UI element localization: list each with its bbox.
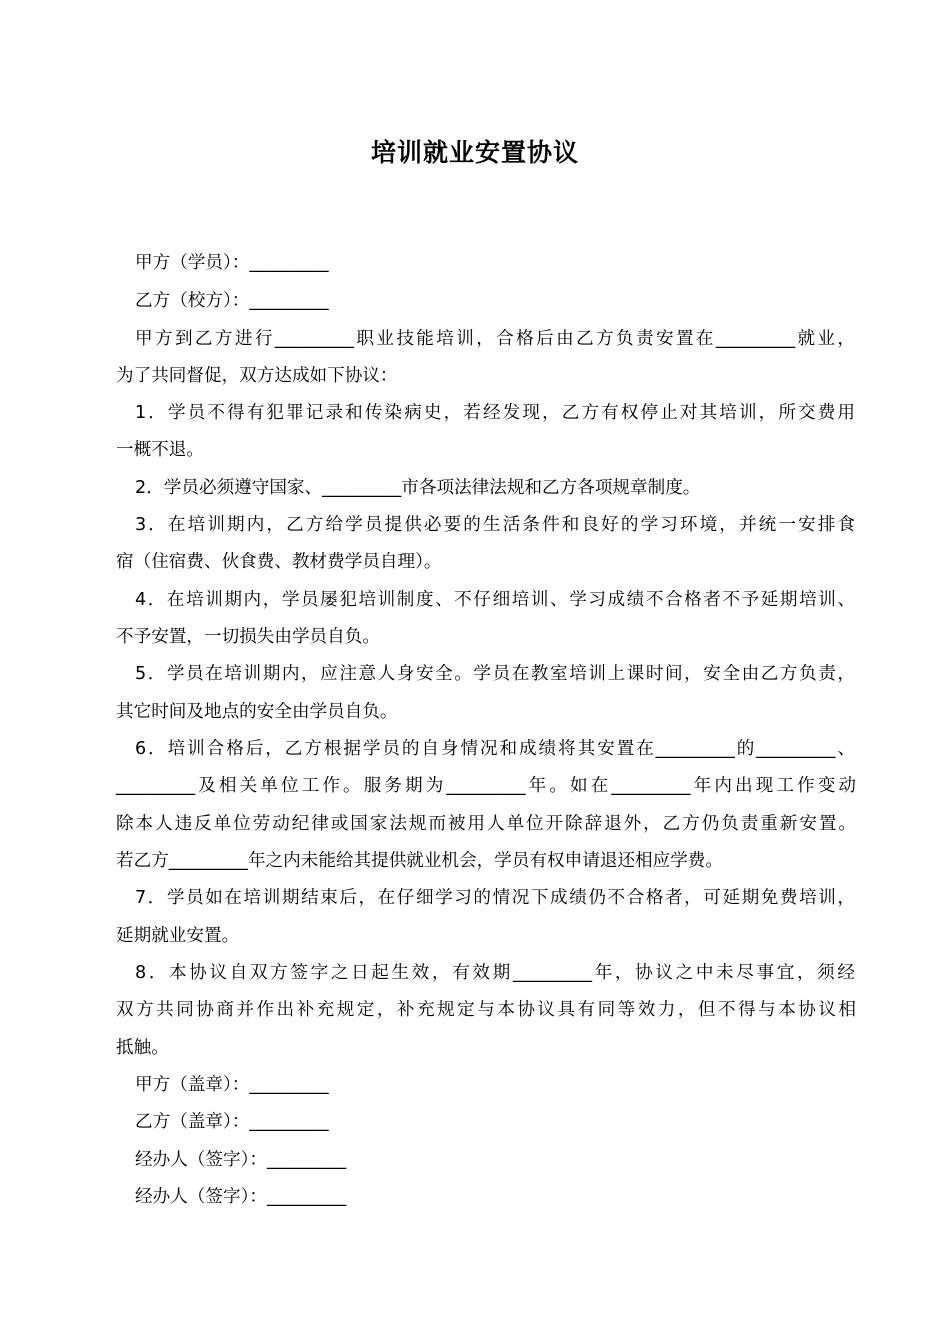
party-b-line: 乙方（校方）：_________ xyxy=(135,291,329,311)
clause-line: 4．在培训期内，学员屡犯培训制度、不仔细培训、学习成绩不合格者不予延期培训、 xyxy=(135,590,855,610)
document-title: 培训就业安置协议 xyxy=(370,138,579,167)
clause-line: 延期就业安置。 xyxy=(116,926,240,946)
intro-line: 为了共同督促，双方达成如下协议： xyxy=(116,366,398,386)
signature-line: 经办人（签字）：_________ xyxy=(135,1187,347,1207)
clause-line: 1．学员不得有犯罪记录和传染病史，若经发现，乙方有权停止对其培训，所交费用 xyxy=(135,403,855,423)
clause-line: 2．学员必须遵守国家、_________市各项法律法规和乙方各项规章制度。 xyxy=(135,478,701,498)
signature-line: 经办人（签字）：_________ xyxy=(135,1150,347,1170)
clause-line: 抵触。 xyxy=(116,1038,169,1058)
clause-line: 除本人违反单位劳动纪律或国家法规而被用人单位开除辞退外，乙方仍负责重新安置。 xyxy=(116,814,856,834)
signature-line: 乙方（盖章）：_________ xyxy=(135,1112,329,1132)
clause-line: 不予安置，一切损失由学员自负。 xyxy=(116,627,380,647)
clause-line: _________及相关单位工作。服务期为_________年。如在_________年内出现工作变动 xyxy=(116,776,856,796)
clause-line: 宿（住宿费、伙食费、教材费学员自理）。 xyxy=(116,552,442,572)
clause-line: 一概不退。 xyxy=(116,440,204,460)
clause-line: 双方共同协商并作出补充规定，补充规定与本协议具有同等效力，但不得与本协议相 xyxy=(116,1000,856,1020)
party-a-line: 甲方（学员）：_________ xyxy=(135,253,329,273)
clause-line: 其它时间及地点的安全由学员自负。 xyxy=(116,702,398,722)
clause-line: 8．本协议自双方签字之日起生效，有效期_________年，协议之中未尽事宜，须经 xyxy=(135,963,855,983)
clause-line: 5．学员在培训期内，应注意人身安全。学员在教室培训上课时间，安全由乙方负责， xyxy=(135,664,855,684)
intro-line: 甲方到乙方进行_________职业技能培训，合格后由乙方负责安置在_________就业， xyxy=(135,329,855,349)
clause-line: 6．培训合格后，乙方根据学员的自身情况和成绩将其安置在_________的_________、 xyxy=(135,739,855,759)
clause-line: 7．学员如在培训期结束后，在仔细学习的情况下成绩仍不合格者，可延期免费培训， xyxy=(135,888,855,908)
clause-line: 3．在培训期内，乙方给学员提供必要的生活条件和良好的学习环境，并统一安排食 xyxy=(135,515,855,535)
clause-line: 若乙方_________年之内未能给其提供就业机会，学员有权申请退还相应学费。 xyxy=(116,851,723,871)
signature-line: 甲方（盖章）：_________ xyxy=(135,1075,329,1095)
